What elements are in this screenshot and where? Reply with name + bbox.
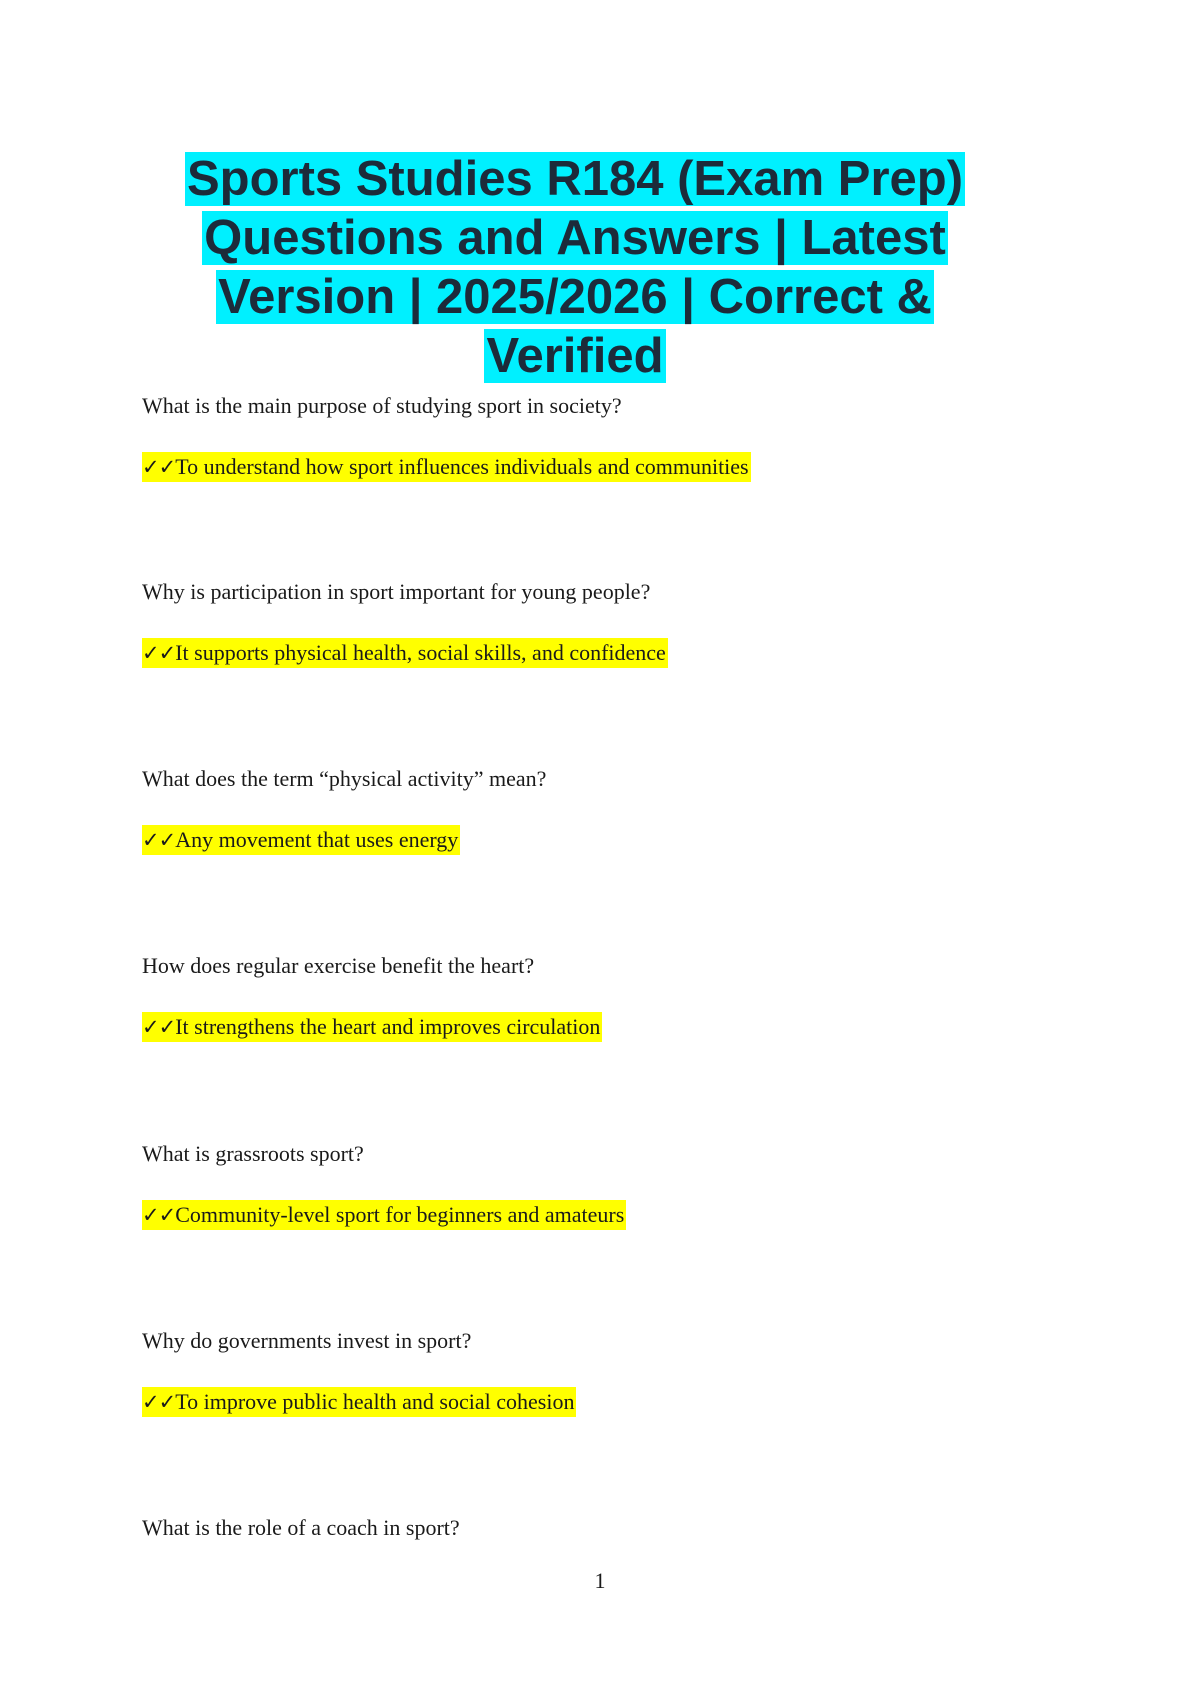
- page-number: 1: [594, 1568, 606, 1593]
- question-text: What is the main purpose of studying sport in society?: [142, 393, 622, 418]
- answer-text: It strengthens the heart and improves circulation: [175, 1014, 601, 1039]
- double-check-icon: ✓✓: [142, 641, 176, 665]
- qa-item-5: [142, 1140, 1102, 1230]
- answer-highlight: [142, 1012, 602, 1042]
- qa-item-2: [142, 578, 1102, 668]
- answer-highlight: [142, 1387, 576, 1417]
- qa-item-3: [142, 765, 1102, 855]
- answer-text: Any movement that uses energy: [175, 827, 459, 852]
- answer-line: [142, 825, 1102, 855]
- answer-line: [142, 1387, 1102, 1417]
- answer-line: [142, 1200, 1102, 1230]
- double-check-icon: ✓✓: [142, 1390, 176, 1414]
- answer-text: To understand how sport influences individuals and communities: [175, 454, 749, 479]
- document-title: [130, 150, 1020, 386]
- answer-highlight: [142, 638, 668, 668]
- qa-item-6: [142, 1327, 1102, 1417]
- document-title-text: Sports Studies R184 (Exam Prep) Questions and Answers | Latest Version | 2025/2026 | Correct & Verified: [186, 152, 964, 383]
- answer-line: [142, 638, 1102, 668]
- question-text: What is the role of a coach in sport?: [142, 1515, 460, 1540]
- question-text: Why do governments invest in sport?: [142, 1328, 472, 1353]
- qa-item-1: [142, 392, 1102, 482]
- answer-highlight: [142, 452, 751, 482]
- question-text: Why is participation in sport important for young people?: [142, 579, 651, 604]
- double-check-icon: ✓✓: [142, 1203, 176, 1227]
- answer-text: Community-level sport for beginners and amateurs: [175, 1202, 625, 1227]
- question-text: How does regular exercise benefit the heart?: [142, 953, 535, 978]
- double-check-icon: ✓✓: [142, 455, 176, 479]
- qa-item-4: [142, 952, 1102, 1042]
- double-check-icon: ✓✓: [142, 828, 176, 852]
- answer-highlight: [142, 1200, 626, 1230]
- answer-text: It supports physical health, social skills, and confidence: [175, 640, 666, 665]
- answer-line: [142, 1012, 1102, 1042]
- answer-text: To improve public health and social cohesion: [175, 1389, 575, 1414]
- qa-item-7: [142, 1514, 1102, 1542]
- question-text: What is grassroots sport?: [142, 1141, 364, 1166]
- answer-line: [142, 452, 1102, 482]
- answer-highlight: [142, 825, 460, 855]
- double-check-icon: ✓✓: [142, 1015, 176, 1039]
- question-text: What does the term “physical activity” mean?: [142, 766, 547, 791]
